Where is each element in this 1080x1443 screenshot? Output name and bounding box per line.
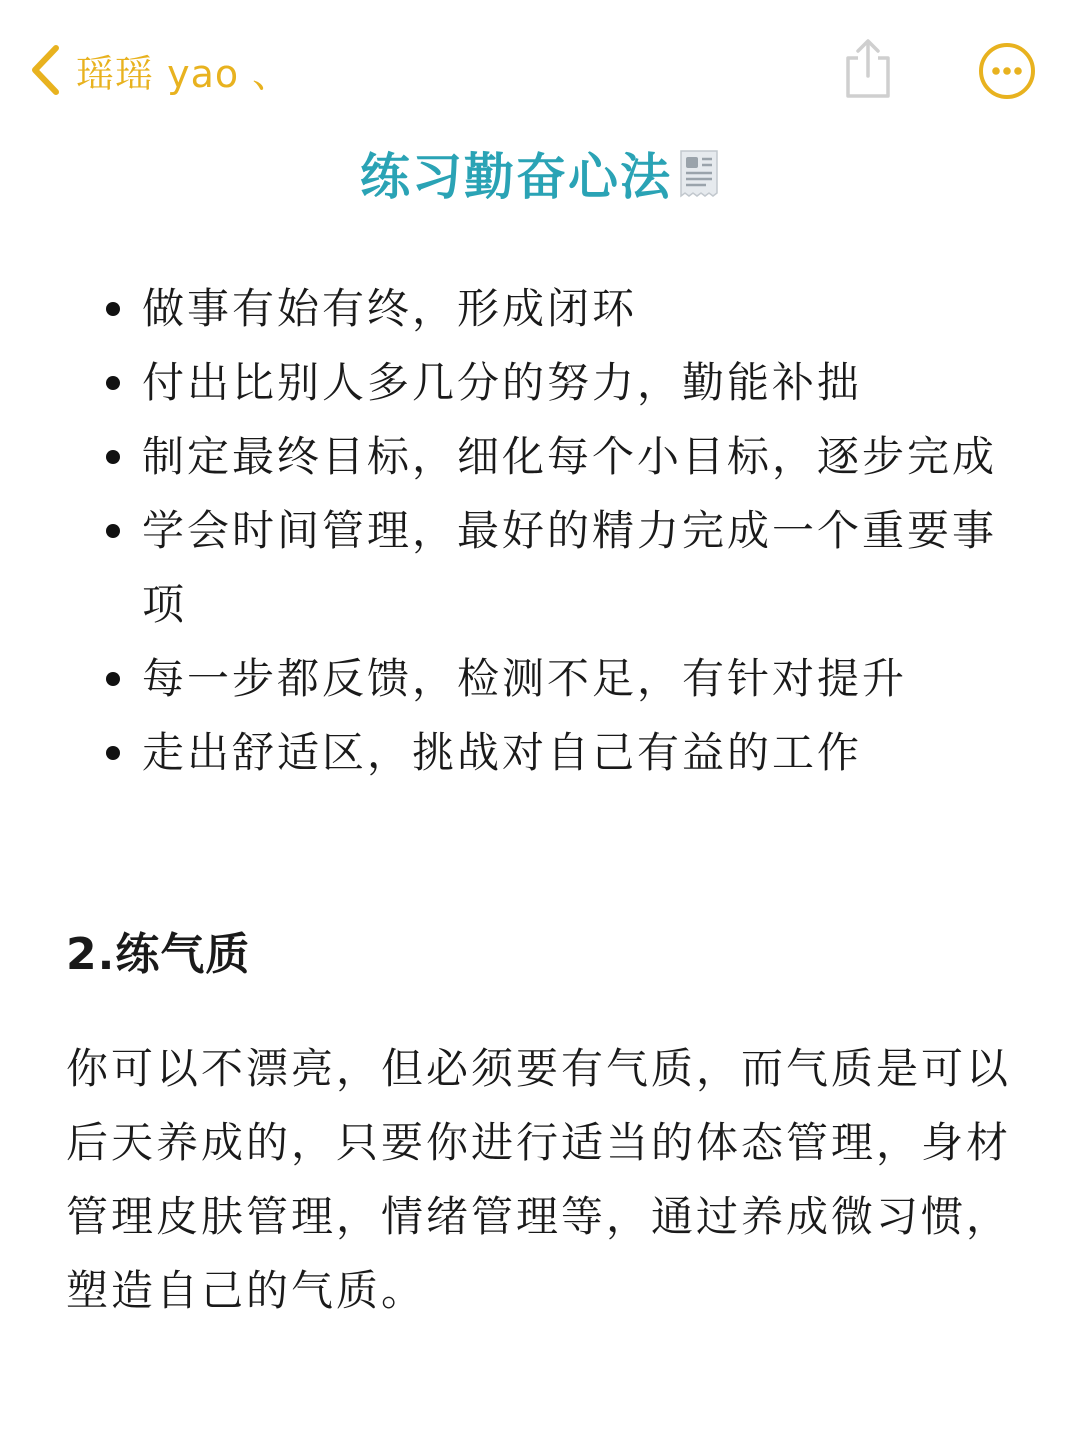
more-button[interactable] [978, 42, 1036, 100]
list-item [100, 346, 1040, 420]
list-item-text: 每一步都反馈，检测不足，有针对提升 [142, 654, 908, 703]
more-dots-icon [978, 42, 1036, 100]
list-item [100, 642, 1040, 716]
chevron-left-icon [28, 43, 62, 97]
receipt-document-icon [678, 148, 720, 198]
list-item-text: 走出舒适区，挑战对自己有益的工作 [142, 728, 863, 777]
top-nav-bar [0, 0, 1080, 140]
bullet-dot [106, 302, 120, 316]
section-heading: 2.练气质 [66, 929, 251, 980]
back-button[interactable] [28, 40, 291, 100]
post-title: 练习勤奋心法 [360, 148, 672, 206]
share-button[interactable] [840, 36, 896, 102]
list-item-text: 做事有始有终，形成闭环 [142, 284, 638, 333]
list-item [100, 420, 1040, 494]
list-item-text: 制定最终目标，细化每个小目标，逐步完成 [142, 432, 998, 481]
list-item-text: 学会时间管理，最好的精力完成一个重要事项 [142, 506, 998, 629]
list-item [100, 716, 1040, 790]
post-title-row [0, 138, 1080, 208]
bullet-dot [106, 450, 120, 464]
tips-list [100, 272, 1040, 790]
bullet-dot [106, 376, 120, 390]
list-item [100, 494, 1040, 642]
bullet-dot [106, 746, 120, 760]
list-item-text: 付出比别人多几分的努力，勤能补拙 [142, 358, 863, 407]
author-name[interactable]: 瑶瑶 yao 、 [76, 51, 292, 96]
bullet-dot [106, 672, 120, 686]
body-paragraph: 你可以不漂亮，但必须要有气质，而气质是可以后天养成的，只要你进行适当的体态管理，身材管理皮肤管理，情绪管理等，通过养成微习惯，塑造自己的气质。 [66, 1044, 1012, 1315]
bullet-dot [106, 524, 120, 538]
list-item [100, 272, 1040, 346]
share-icon [840, 36, 896, 102]
